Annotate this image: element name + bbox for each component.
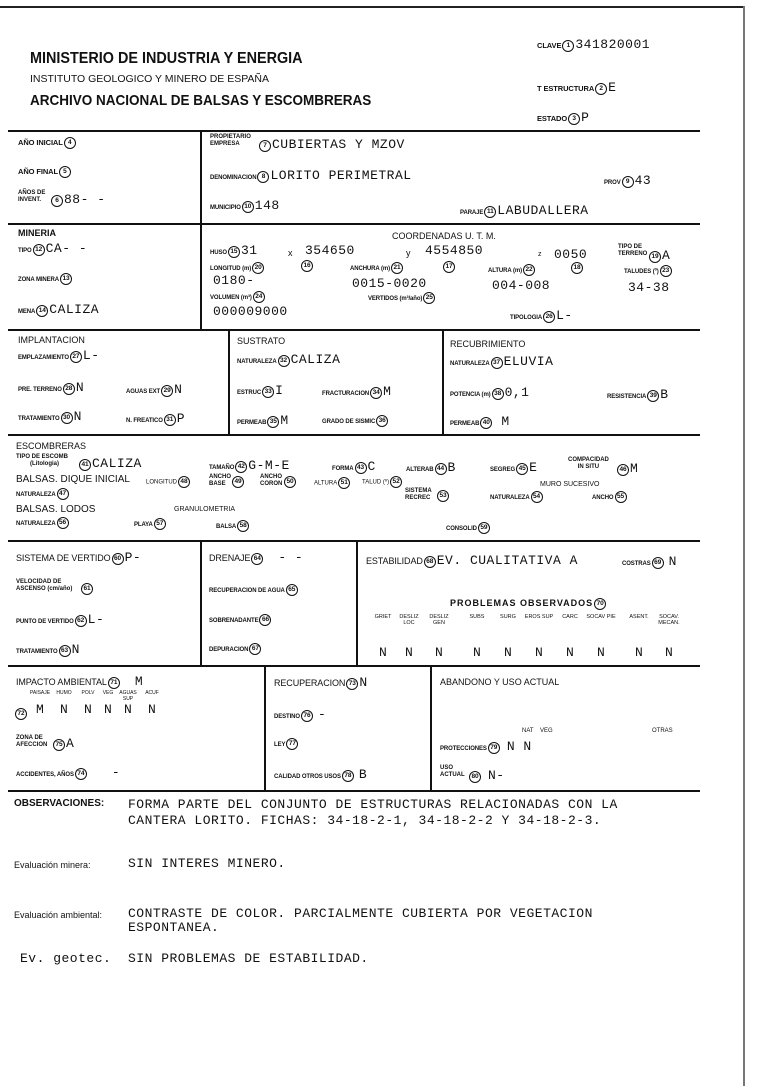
tipo-field: TIPO 12 CA- - [18,241,88,256]
impacto-col-value: N [148,702,157,717]
field-number-icon: 70 [594,598,606,610]
alterab-field: ALTERAB 44 B [406,460,456,475]
rule [430,665,432,790]
tipo-terreno-label: TIPO DE TERRENO [618,244,648,257]
rule [200,223,202,329]
rule [8,329,700,331]
t-estructura-field: T ESTRUCTURA 2 E [537,80,617,95]
field-number-icon: 41 [79,459,91,471]
ancho-base-num [231,476,245,488]
field-number-icon: 58 [237,520,249,532]
tipo-escomb-field: 41 CALIZA [78,456,142,471]
anios-invent-field: 6 88- - [50,192,106,207]
field-number-icon: 49 [232,476,244,488]
field-number-icon: 44 [435,463,447,475]
field-number-icon: 72 [15,708,27,720]
anchura-value: 0015-0020 [352,276,427,291]
rule [200,540,202,665]
recubrimiento-naturaleza-field: NATURALEZA 37 ELUVIA [450,354,554,369]
problema-value: N [535,645,544,660]
otras-label: OTRAS [652,728,673,734]
evaluacion-ambiental-line1: CONTRASTE DE COLOR. PARCIALMENTE CUBIERTA POR VEGETACION [128,906,593,921]
sobrenadante-field: SOBRENADANTE 66 [209,614,272,626]
recubrimiento-title: RECUBRIMIENTO [450,339,526,349]
ancho-base-label: ANCHO BASE [209,474,231,487]
uso-actual-label: USO ACTUAL [440,765,465,778]
problema-label: SURG [500,614,516,620]
vertidos-label: VERTIDOS (m³/año) 25 [368,292,436,304]
field-number-icon: 33 [262,386,274,398]
field-number-icon: 14 [36,305,48,317]
playa-field: PLAYA 57 [134,518,167,530]
impacto-col-label: VEG [102,690,114,696]
field-number-icon: 36 [376,415,388,427]
dique-naturaleza-field: NATURALEZA 47 [16,488,70,500]
longitud-label: LONGITUD (m) 20 [210,262,265,274]
problema-label: DESLIZ LOC [399,614,419,626]
tipo-escomb-label: TIPO DE ESCOMB (Litologia) [16,454,69,467]
forma-field: FORMA 43 C [332,459,376,474]
implantacion-title: IMPLANTACION [18,335,85,345]
tipologia-field: TIPOLOGIA 26 L- [510,308,573,323]
muro-naturaleza-field: NATURALEZA 54 [490,491,544,503]
field-number-icon: 31 [164,414,176,426]
observaciones-label: OBSERVACIONES: [14,798,105,809]
field-number-icon: 28 [63,383,75,395]
field-number-icon: 37 [491,357,503,369]
rule [8,223,700,225]
compacidad-label: COMPACIDAD IN SITU [568,457,609,470]
tratamiento-field: TRATAMIENTO 30 N [18,409,82,424]
z-value: 0050 [554,247,588,262]
taludes-label: TALUDES (º) 23 [624,265,673,277]
problema-label: ASENT. [629,614,649,620]
problema-value: N [379,645,388,660]
sustrato-naturaleza-field: NATURALEZA 32 CALIZA [237,352,341,367]
zona-afeccion-label: ZONA DE AFECCION [16,735,48,748]
freatico-field: N. FREATICO 31 P [126,411,186,426]
y-label: y [406,248,411,258]
aguas-ext-field: AGUAS EXT 29 N [126,382,183,397]
uso-actual-field: 80 N- [468,768,505,783]
field-number-icon: 16 [301,260,313,272]
field-number-icon: 27 [70,351,82,363]
talud-dique-field: TALUD (º) 52 [362,476,403,488]
balsa-field: BALSA 58 [216,520,250,532]
impacto-row-num [14,708,28,720]
problema-label: CARC [562,614,578,620]
sistema-recrec-label: SISTEMA RECREC [405,488,432,501]
field-number-icon: 10 [242,201,254,213]
observaciones-line2: CANTERA LORITO. FICHAS: 34-18-2-1, 34-18-2-2 Y 34-18-2-3. [128,813,602,828]
field-number-icon: 47 [57,488,69,500]
coords-title: COORDENADAS U. T. M. [392,231,496,241]
estabilidad-field: ESTABILIDAD 68 EV. CUALITATIVA A [366,553,578,568]
impacto-col-value: N [84,702,93,717]
sustrato-title: SUSTRATO [237,336,286,346]
lodos-naturaleza-field: NATURALEZA 56 [16,517,70,529]
costras-field: COSTRAS 69 N [622,554,677,569]
impacto-col-label: AGUAS SUP [119,690,137,702]
zona-minera-field: ZONA MINERA 13 [18,273,73,285]
anchura-label: ANCHURA (m) 21 [350,262,404,274]
ancho-coron-num [283,476,297,488]
evaluacion-ambiental-label: Evaluación ambiental: [14,910,103,920]
field-number-icon: 46 [617,464,629,476]
rule [442,329,444,434]
sistema-recrec-num [436,490,450,502]
punto-vertido-field: PUNTO DE VERTIDO 62 L- [16,612,105,627]
field-number-icon: 76 [301,710,313,722]
field-number-icon: 68 [424,556,436,568]
problema-label: DESLIZ GEN [429,614,449,626]
field-number-icon: 63 [59,645,71,657]
field-number-icon: 79 [488,742,500,754]
problema-value: N [566,645,575,660]
protecciones-field: PROTECCIONES 79 N N [440,739,532,754]
denominacion-field: DENOMINACION 8 LORITO PERIMETRAL [210,168,412,183]
granulometria-label: GRANULOMETRIA [174,506,236,513]
field-number-icon: 78 [342,770,354,782]
altura-label: ALTURA (m) 22 [488,264,536,276]
field-number-icon: 65 [286,584,298,596]
field-number-icon: 71 [108,677,120,689]
y-num [442,261,456,273]
ancho-coron-label: ANCHO CORON [260,474,283,487]
field-number-icon: 8 [257,171,269,183]
field-number-icon: 55 [615,491,627,503]
impacto-col-label: PAISAJE [29,690,51,696]
sustrato-permeab-field: PERMEAB 35 M [237,413,289,428]
evaluacion-minera-label: Evaluación minera: [14,860,91,870]
compacidad-field: 46 M [616,461,638,476]
impacto-col-label: POLV [81,690,95,696]
field-number-icon: 52 [390,476,402,488]
mena-field: MENA 14 CALIZA [18,302,100,317]
recuperacion-agua-field: RECUPERACION DE AGUA 65 [209,584,299,596]
volumen-label: VOLUMEN (m³) 24 [210,291,266,303]
field-number-icon: 51 [338,477,350,489]
tipo-terreno-field: 19 A [648,248,670,263]
clave-field: CLAVE 1 341820001 [537,37,651,52]
nat-label: NAT [522,728,534,734]
zona-afeccion-field: 75 A [52,736,74,751]
problema-label: EROS SUP [524,614,554,620]
ministry-title: MINISTERIO DE INDUSTRIA Y ENERGIA [30,50,303,67]
calidad-field: CALIDAD OTROS USOS 78 B [274,767,368,782]
field-number-icon: 9 [622,176,634,188]
emplazamiento-field: EMPLAZAMIENTO 27 L- [18,348,100,363]
propietario-field: 7 CUBIERTAS Y MZOV [258,137,405,152]
field-number-icon: 32 [278,355,290,367]
propietario-label: PROPIETARIO EMPRESA [210,134,251,147]
problemas-title: PROBLEMAS OBSERVADOS 70 [450,598,607,610]
field-number-icon: 48 [178,476,190,488]
prov-field: PROV 9 43 [604,173,652,188]
rule [356,540,358,665]
vertido-tratamiento-field: TRATAMIENTO 63 N [16,642,80,657]
page-top-border [0,6,745,8]
muro-ancho-field: ANCHO 55 [592,491,628,503]
field-number-icon: 53 [437,490,449,502]
field-number-icon: 17 [443,261,455,273]
field-number-icon: 1 [562,40,574,52]
field-number-icon: 80 [469,771,481,783]
field-number-icon: 21 [391,262,403,274]
field-number-icon: 60 [112,553,124,565]
field-number-icon: 20 [252,262,264,274]
field-number-icon: 38 [492,388,504,400]
institute-name: INSTITUTO GEOLOGICO Y MINERO DE ESPAÑA [30,73,270,85]
muro-label: MURO SUCESIVO [540,481,600,488]
field-number-icon: 5 [59,166,71,178]
depuracion-field: DEPURACION 67 [209,643,262,655]
field-number-icon: 75 [53,739,65,751]
velocidad-label: VELOCIDAD DE ASCENSO (cm/año) [16,579,73,592]
field-number-icon: 7 [259,140,271,152]
sismic-field: GRADO DE SISMIC 36 [322,415,389,427]
observaciones-line1: FORMA PARTE DEL CONJUNTO DE ESTRUCTURAS RELACIONADAS CON LA [128,797,618,812]
rule [264,665,266,790]
field-number-icon: 12 [33,244,45,256]
ley-field: LEY 77 [274,738,299,750]
impacto-col-value: N [60,702,69,717]
field-number-icon: 4 [64,137,76,149]
ev-geotec-label: Ev. geotec. [20,951,112,966]
field-number-icon: 34 [370,387,382,399]
drenaje-field: DRENAJE 64 - - [209,550,304,565]
field-number-icon: 6 [51,195,63,207]
rule [8,665,700,667]
problema-value: N [635,645,644,660]
impacto-col-value: N [104,702,113,717]
field-number-icon: 11 [484,206,496,218]
anios-invent-label: AÑOS DE INVENT. [18,190,46,203]
destino-field: DESTINO 76 - [274,707,327,722]
field-number-icon: 25 [423,292,435,304]
evaluacion-minera-value: SIN INTERES MINERO. [128,856,286,871]
field-number-icon: 26 [543,311,555,323]
problema-value: N [435,645,444,660]
mineria-title: MINERIA [18,228,56,238]
field-number-icon: 15 [228,246,240,258]
abandono-title: ABANDONO Y USO ACTUAL [440,677,560,687]
problema-value: N [597,645,606,660]
evaluacion-ambiental-line2: ESPONTANEA. [128,920,220,935]
z-num [570,262,584,274]
field-number-icon: 69 [652,557,664,569]
field-number-icon: 13 [60,273,72,285]
problema-value: N [665,645,674,660]
volumen-value: 000009000 [213,304,288,319]
resistencia-field: RESISTENCIA 39 B [607,387,669,402]
archive-title: ARCHIVO NACIONAL DE BALSAS Y ESCOMBRERAS [30,92,372,109]
pre-terreno-field: PRE. TERRENO 28 N [18,380,85,395]
problema-label: SUBS [469,614,485,620]
y-value: 4554850 [425,243,484,258]
field-number-icon: 39 [647,390,659,402]
x-label: x [288,248,293,258]
altura-value: 004-008 [492,278,551,293]
field-number-icon: 59 [478,522,490,534]
field-number-icon: 30 [61,412,73,424]
impacto-col-label: HUMO [56,690,72,696]
field-number-icon: 2 [595,83,607,95]
longitud-dique-field: LONGITUD 48 [146,476,191,488]
field-number-icon: 57 [154,518,166,530]
altura-dique-field: ALTURA 51 [314,477,351,489]
balsas-dique-label: BALSAS. DIQUE INICIAL [16,474,130,485]
field-number-icon: 3 [568,113,580,125]
field-number-icon: 42 [235,461,247,473]
problema-label: SOCAV. MECAN. [658,614,680,626]
problema-value: N [405,645,414,660]
field-number-icon: 19 [649,251,661,263]
field-number-icon: 74 [75,768,87,780]
escombreras-title: ESCOMBRERAS [16,441,87,451]
recuperacion-field: RECUPERACION 73 N [274,675,368,690]
problema-label: SOCAV PIE [586,614,616,620]
field-number-icon: 56 [57,517,69,529]
z-label: z [538,251,542,258]
problema-value: N [504,645,513,660]
taludes-value: 34-38 [628,280,670,295]
longitud-value: 0180- [213,273,255,288]
veg-label: VEG [540,728,553,734]
anio-final-field: AÑO FINAL 5 [18,166,72,178]
municipio-field: MUNICIPIO 10 148 [210,198,280,213]
field-number-icon: 50 [284,476,296,488]
field-number-icon: 77 [286,738,298,750]
rule [228,329,230,434]
field-number-icon: 23 [660,265,672,277]
huso-field: HUSO 15 31 [210,243,258,258]
field-number-icon: 22 [523,264,535,276]
field-number-icon: 29 [161,385,173,397]
rule [200,130,202,223]
field-number-icon: 24 [253,291,265,303]
field-number-icon: 67 [249,643,261,655]
field-number-icon: 18 [571,262,583,274]
estado-field: ESTADO 3 P [537,110,590,125]
field-number-icon: 54 [531,491,543,503]
segreg-field: SEGREG 45 E [490,460,538,475]
impacto-col-label: ACUF [145,690,159,696]
velocidad-num [80,583,94,595]
rule [8,540,700,542]
field-number-icon: 40 [480,417,492,429]
estruc-field: ESTRUC 33 I [237,383,284,398]
impacto-col-value: M [36,702,45,717]
impacto-title: IMPACTO AMBIENTAL 71 M [16,674,144,689]
sistema-vertido-field: SISTEMA DE VERTIDO 60 P- [16,550,142,565]
x-value: 354650 [305,243,355,258]
field-number-icon: 45 [516,463,528,475]
field-number-icon: 73 [346,678,358,690]
field-number-icon: 61 [81,583,93,595]
field-number-icon: 66 [259,614,271,626]
consolid-field: CONSOLID 59 [446,522,491,534]
field-number-icon: 62 [75,615,87,627]
page-right-border [743,6,745,1086]
paraje-field: PARAJE 11 LABUDALLERA [460,203,589,218]
problema-value: N [473,645,482,660]
tamano-field: TAMAÑO 42 G-M-E [209,458,290,473]
fracturacion-field: FRACTURACION 34 M [322,384,392,399]
problema-label: GRIET [374,614,392,620]
recubrimiento-permeab-field: PERMEAB 40 M [450,414,510,429]
anio-inicial-field: AÑO INICIAL 4 [18,137,77,149]
rule [8,434,700,436]
field-number-icon: 43 [355,462,367,474]
x-num [300,260,314,272]
field-number-icon: 35 [267,416,279,428]
rule [8,130,700,132]
ev-geotec-value: SIN PROBLEMAS DE ESTABILIDAD. [128,951,369,966]
impacto-col-value: N [124,702,133,717]
field-number-icon: 64 [251,553,263,565]
balsas-lodos-label: BALSAS. LODOS [16,504,96,515]
rule [8,790,700,792]
potencia-field: POTENCIA (m) 38 0,1 [450,385,530,400]
accidentes-field: ACCIDENTES, AÑOS 74 - [16,765,121,780]
